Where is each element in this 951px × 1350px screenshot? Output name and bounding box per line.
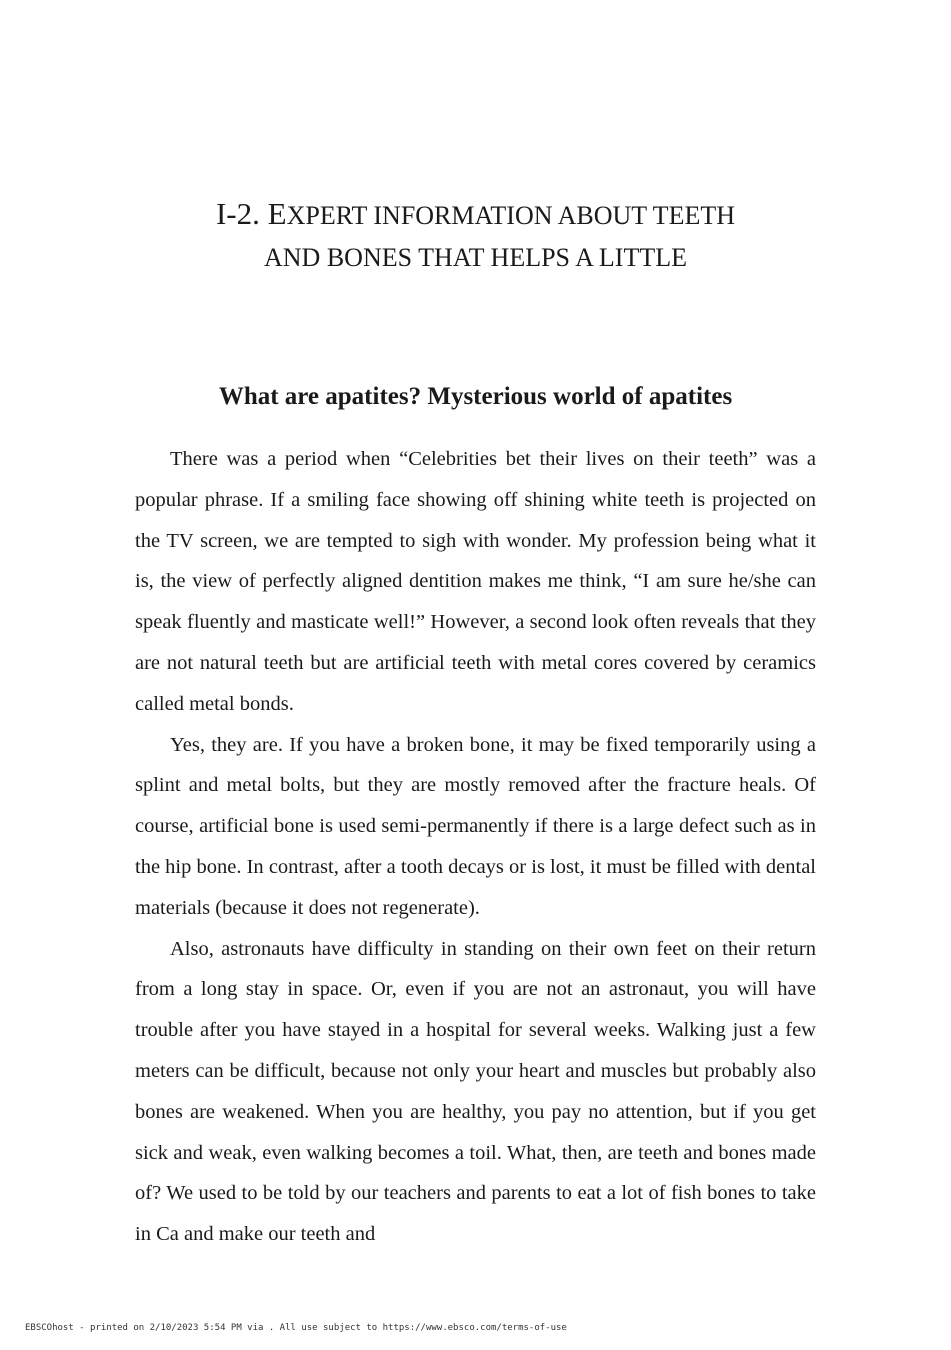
chapter-title-line-1-rest: XPERT INFORMATION ABOUT TEETH: [286, 201, 735, 230]
paragraph-2: Yes, they are. If you have a broken bone, it may be fixed temporarily using a splint and metal bolts, but they are mostly removed after the fracture heals. Of course, artificial bone is used semi-permanently if there is a large defect such as in the hip bone. In contrast, after a tooth decays or is lost, it must be filled with dental materials (because it does not regenerate).: [135, 733, 816, 919]
footer-notice: EBSCOhost - printed on 2/10/2023 5:54 PM via . All use subject to https://www.ebsco.com/terms-of-use: [25, 1323, 567, 1333]
chapter-title-initial: E: [267, 196, 287, 231]
chapter-title: [0, 193, 951, 279]
chapter-number: I-2.: [215, 196, 260, 231]
paragraph-1: There was a period when “Celebrities bet their lives on their teeth” was a popular phrase. If a smiling face showing off shining white teeth is projected on the TV screen, we are tempted to sigh with wonder. My profession being what it is, the view of perfectly aligned dentition makes me think, “I am sure he/she can speak fluently and masticate well!” However, a second look often reveals that they are not natural teeth but are artificial teeth with metal cores covered by ceramics called metal bonds.: [135, 448, 816, 715]
body-text: [135, 439, 816, 1255]
chapter-title-line-2: AND BONES THAT HELPS A LITTLE: [264, 243, 687, 272]
chapter-title-line-1: [0, 193, 951, 237]
paragraph-3: Also, astronauts have difficulty in standing on their own feet on their return from a long stay in space. Or, even if you are not an astronaut, you will have trouble after you have stayed in a hospital for several weeks. Walking just a few meters can be difficult, because not only your heart and muscles but probably also bones are weakened. When you are healthy, you pay no attention, but if you get sick and weak, even walking becomes a toil. What, then, are teeth and bones made of? We used to be told by our teachers and parents to eat a lot of fish bones to take in Ca and make our teeth and: [135, 937, 816, 1246]
section-heading: What are apatites? Mysterious world of apatites: [218, 383, 733, 410]
